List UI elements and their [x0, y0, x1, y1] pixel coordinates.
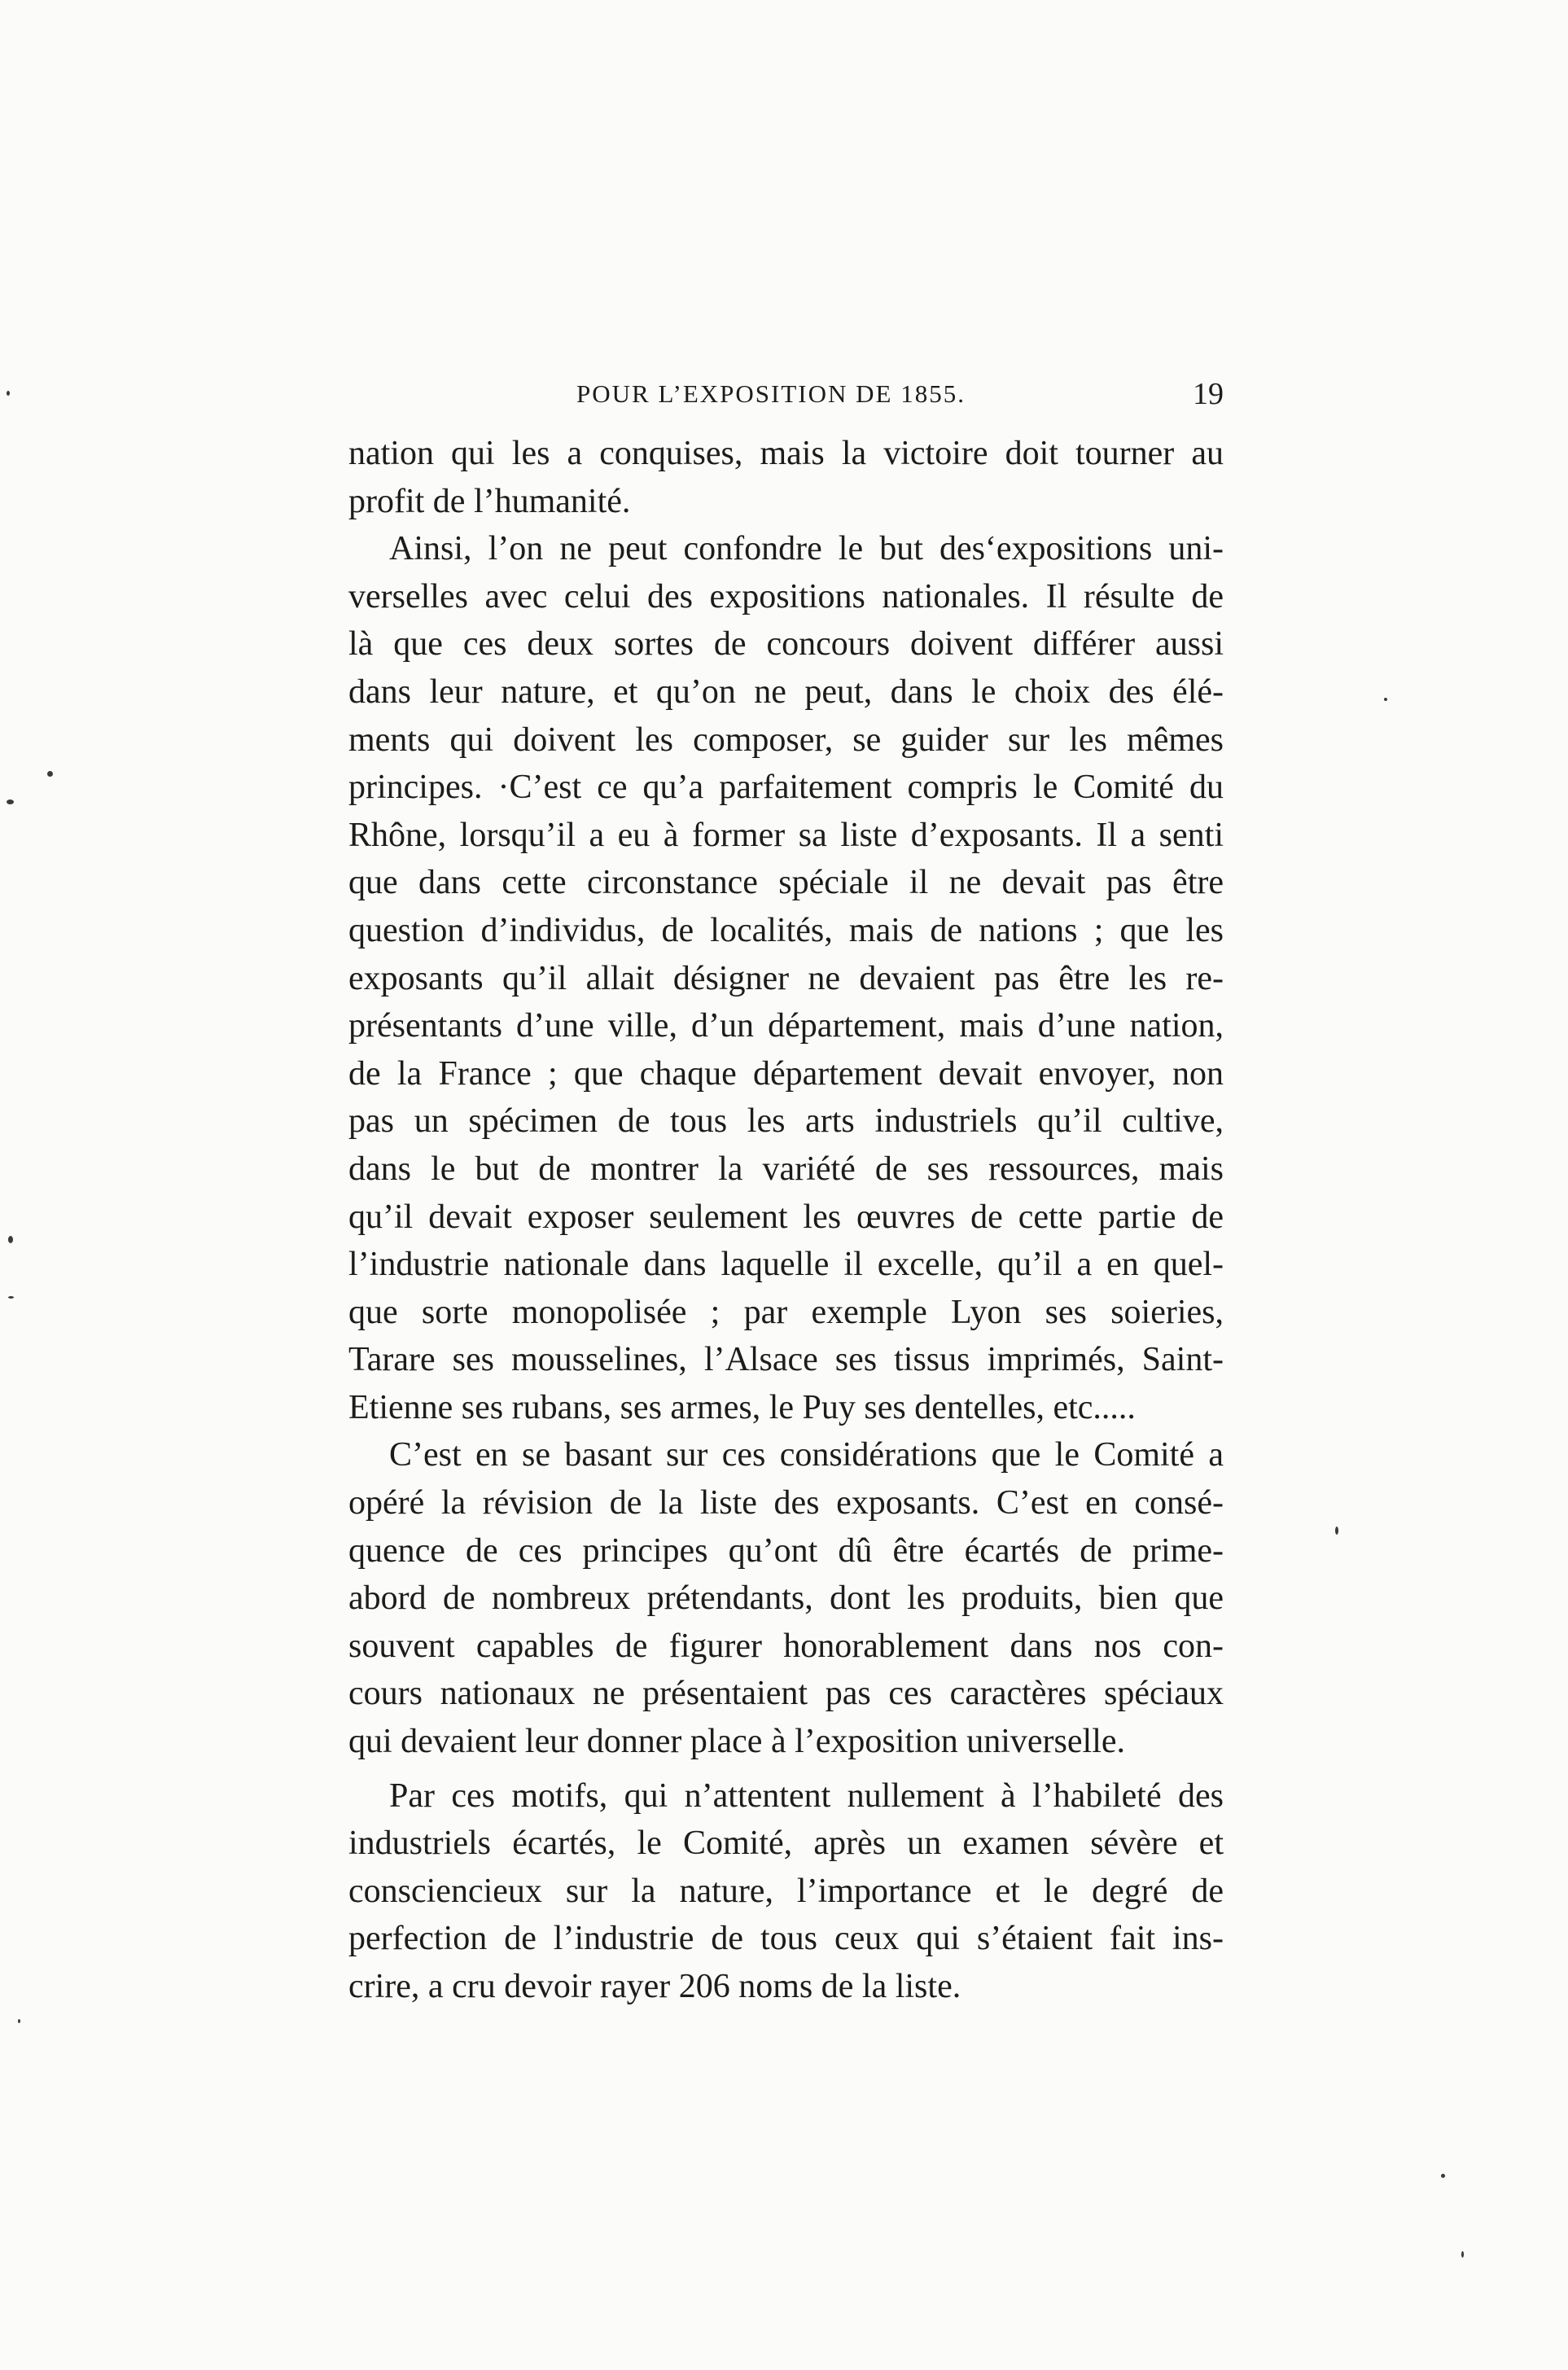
text-line: principes. ·C’est ce qu’a parfaitement compris le Comité du — [348, 769, 1224, 807]
text-line: que dans cette circonstance spéciale il ne devait pas être — [348, 864, 1224, 902]
scan-speck — [8, 1296, 14, 1299]
text-line: Tarare ses mousselines, l’Alsace ses tissus imprimés, Saint- — [348, 1341, 1224, 1379]
paragraph-4 — [348, 1772, 1224, 2011]
text-line: quence de ces principes qu’ont dû être écartés de prime- — [348, 1531, 1224, 1570]
text-line: abord de nombreux prétendants, dont les produits, bien que — [348, 1579, 1224, 1618]
scan-speck — [1384, 698, 1387, 701]
text-line: ments qui doivent les composer, se guider sur les mêmes — [348, 721, 1224, 759]
paragraph-1 — [348, 430, 1224, 525]
text-line: pas un spécimen de tous les arts industriels qu’il cultive, — [348, 1102, 1224, 1141]
text-line: qu’il devait exposer seulement les œuvres de cette partie de — [348, 1198, 1224, 1236]
text-line: l’industrie nationale dans laquelle il excelle, qu’il a en quel- — [348, 1246, 1224, 1284]
text-line: profit de l’humanité. — [348, 482, 631, 520]
running-head — [348, 379, 1224, 420]
scan-speck — [18, 2019, 20, 2023]
text-line: Rhône, lorsqu’il a eu à former sa liste d’exposants. Il a senti — [348, 816, 1224, 854]
paragraph-gap — [348, 1766, 1224, 1772]
scan-speck — [47, 771, 53, 777]
scan-speck — [7, 391, 10, 396]
text-line: nation qui les a conquises, mais la victoire doit tourner au — [348, 435, 1224, 472]
text-line: Ainsi, l’on ne peut confondre le but des‘expositions uni- — [389, 530, 1224, 568]
text-line: verselles avec celui des expositions nationales. Il résulte de — [348, 577, 1224, 615]
text-line: perfection de l’industrie de tous ceux qui s’étaient fait ins- — [348, 1920, 1224, 1958]
text-line: exposants qu’il allait désigner ne devaient pas être les re- — [348, 959, 1224, 997]
text-line: souvent capables de figurer honorablement dans nos con- — [348, 1627, 1224, 1665]
text-line: consciencieux sur la nature, l’importance et le degré de — [348, 1872, 1224, 1910]
running-title: POUR L’EXPOSITION DE 1855. — [576, 379, 966, 408]
body-text — [348, 430, 1224, 2011]
text-line: que sorte monopolisée ; par exemple Lyon ses soieries, — [348, 1293, 1224, 1331]
text-line: dans leur nature, et qu’on ne peut, dans le choix des élé- — [348, 672, 1224, 711]
text-line: C’est en se basant sur ces considérations que le Comité a — [389, 1436, 1224, 1474]
text-line: industriels écartés, le Comité, après un examen sévère et — [348, 1825, 1224, 1863]
page-number: 19 — [1193, 377, 1224, 411]
text-line: là que ces deux sortes de concours doivent différer aussi — [348, 625, 1224, 664]
text-line: dans le but de montrer la variété de ses ressources, mais — [348, 1150, 1224, 1188]
paragraph-2 — [348, 525, 1224, 1431]
scan-speck — [7, 799, 14, 804]
text-line: crire, a cru devoir rayer 206 noms de la liste. — [348, 1968, 961, 2005]
text-line: Par ces motifs, qui n’attentent nullement à l’habileté des — [389, 1776, 1224, 1815]
scan-speck — [1461, 2251, 1464, 2258]
text-line: présentants d’une ville, d’un département, mais d’une nation, — [348, 1007, 1224, 1045]
paragraph-3 — [348, 1431, 1224, 1765]
text-line: question d’individus, de localités, mais de nations ; que les — [348, 911, 1224, 949]
scan-speck — [1335, 1527, 1338, 1535]
text-line: opéré la révision de la liste des exposants. C’est en consé- — [348, 1484, 1224, 1522]
scan-speck — [8, 1236, 13, 1243]
text-line: Etienne ses rubans, ses armes, le Puy ses dentelles, etc..... — [348, 1388, 1136, 1426]
text-line: cours nationaux ne présentaient pas ces caractères spéciaux — [348, 1675, 1224, 1713]
scan-speck — [1441, 2174, 1445, 2178]
text-line: qui devaient leur donner place à l’exposition universelle. — [348, 1723, 1126, 1761]
text-line: de la France ; que chaque département devait envoyer, non — [348, 1054, 1224, 1093]
